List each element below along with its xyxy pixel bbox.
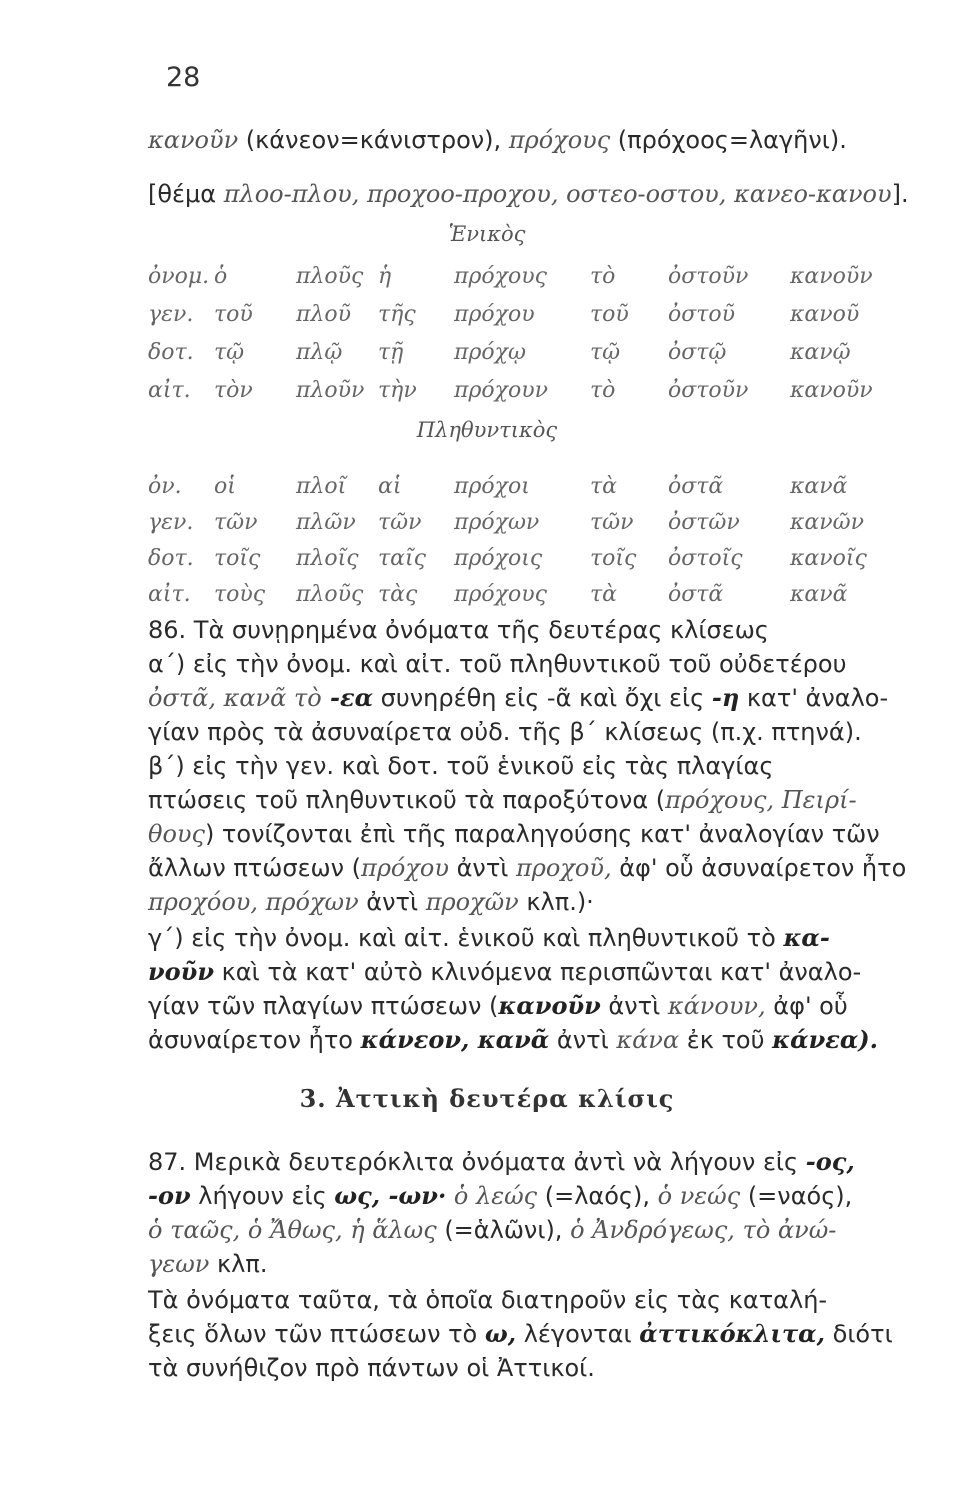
intro-line-1: κανοῦν (κάνεον=κάνιστρον), πρόχους (πρόχοος=λαγῆνι). <box>148 126 847 154</box>
paragraph-86-line-8: ἄλλων πτώσεων (πρόχου ἀντὶ προχοῦ, ἀφ' οὗ ἀσυναίρετον ἦτο <box>148 854 907 882</box>
paragraph-87-line-6: ξεις ὅλων τῶν πτώσεων τὸ ω, λέγονται ἀττικόκλιτα, διότι <box>148 1319 893 1348</box>
table-row: αἰτ. τὸν πλοῦν τὴν πρόχουν τὸ ὀστοῦν κανοῦν <box>148 378 873 403</box>
singular-heading: Ἑνικὸς <box>448 222 526 246</box>
paragraph-86-line-12: γίαν τῶν πλαγίων πτώσεων (κανοῦν ἀντὶ κάνουν, ἀφ' οὗ <box>148 991 848 1020</box>
table-row: δοτ. τοῖς πλοῖς ταῖς πρόχοις τοῖς ὀστοῖς κανοῖς <box>148 546 867 571</box>
paragraph-86-line-9: προχόου, πρόχων ἀντὶ προχῶν κλπ.)· <box>148 888 594 916</box>
paragraph-86-line-4: γίαν πρὸς τὰ ἀσυναίρετα οὐδ. τῆς β΄ κλίσεως (π.χ. πτηνά). <box>148 718 862 746</box>
paragraph-86-line-3: ὀστᾶ, κανᾶ τὸ -εα συνηρέθη εἰς -ᾶ καὶ ὄχι εἰς -η κατ' ἀναλο- <box>148 683 889 712</box>
intro-line-2: [θέμα πλοο-πλου, προχοο-προχου, οστεο-οστου, κανεο-κανου]. <box>148 180 909 208</box>
paragraph-86-line-10: γ΄) εἰς τὴν ὀνομ. καὶ αἰτ. ἑνικοῦ καὶ πληθυντικοῦ τὸ κα- <box>148 923 830 952</box>
paragraph-86-line-7: θους) τονίζονται ἐπὶ τῆς παραληγούσης κατ' ἀναλογίαν τῶν <box>148 820 880 848</box>
paragraph-87-line-5: Τὰ ὀνόματα ταῦτα, τὰ ὁποῖα διατηροῦν εἰς τὰς καταλή- <box>148 1286 828 1314</box>
plural-heading: Πληθυντικὸς <box>416 418 558 442</box>
section-heading: 3. Ἀττικὴ δευτέρα κλίσις <box>299 1084 675 1113</box>
table-row: γεν. τῶν πλῶν τῶν πρόχων τῶν ὀστῶν κανῶν <box>148 510 864 535</box>
paragraph-87-line-4: γεων κλπ. <box>148 1250 268 1278</box>
paragraph-87-line-2: -ον λήγουν εἰς ως, -ων· ὁ λεώς (=λαός), ὁ νεώς (=ναός), <box>148 1181 853 1210</box>
paragraph-87-line-3: ὁ ταῶς, ὁ Ἄθως, ἡ ἅλως (=ἁλῶνι), ὁ Ἀνδρόγεως, τὸ ἀνώ- <box>148 1216 837 1244</box>
paragraph-86-line-2: α΄) εἰς τὴν ὀνομ. καὶ αἰτ. τοῦ πληθυντικοῦ τοῦ οὐδετέρου <box>148 650 847 678</box>
paragraph-86-line-5: β΄) εἰς τὴν γεν. καὶ δοτ. τοῦ ἑνικοῦ εἰς τὰς πλαγίας <box>148 752 774 780</box>
paragraph-86-line-1: 86. Τὰ συνῃρημένα ὀνόματα τῆς δευτέρας κλίσεως <box>148 616 769 644</box>
paragraph-86-line-6: πτώσεις τοῦ πληθυντικοῦ τὰ παροξύτονα (πρόχους, Πειρί- <box>148 786 857 814</box>
table-row: δοτ. τῷ πλῷ τῇ πρόχῳ τῷ ὀστῷ κανῷ <box>148 340 851 365</box>
table-row: γεν. τοῦ πλοῦ τῆς πρόχου τοῦ ὀστοῦ κανοῦ <box>148 302 860 327</box>
paragraph-86-line-11: νοῦν καὶ τὰ κατ' αὐτὸ κλινόμενα περισπῶνται κατ' ἀναλο- <box>148 957 862 986</box>
page-number: 28 <box>166 62 201 93</box>
paragraph-87-line-1: 87. Μερικὰ δευτερόκλιτα ὀνόματα ἀντὶ νὰ λήγουν εἰς -ος, <box>148 1147 855 1176</box>
paragraph-86-line-13: ἀσυναίρετον ἦτο κάνεον, κανᾶ ἀντὶ κάνα ἐκ τοῦ κάνεα). <box>148 1025 879 1054</box>
table-row: αἰτ. τοὺς πλοῦς τὰς πρόχους τὰ ὀστᾶ κανᾶ <box>148 582 848 607</box>
table-row: ὀνομ. ὁ πλοῦς ἡ πρόχους τὸ ὀστοῦν κανοῦν <box>148 264 873 289</box>
table-row: ὀν. οἱ πλοῖ αἱ πρόχοι τὰ ὀστᾶ κανᾶ <box>148 474 848 499</box>
paragraph-87-line-7: τὰ συνήθιζον πρὸ πάντων οἱ Ἀττικοί. <box>148 1354 595 1382</box>
